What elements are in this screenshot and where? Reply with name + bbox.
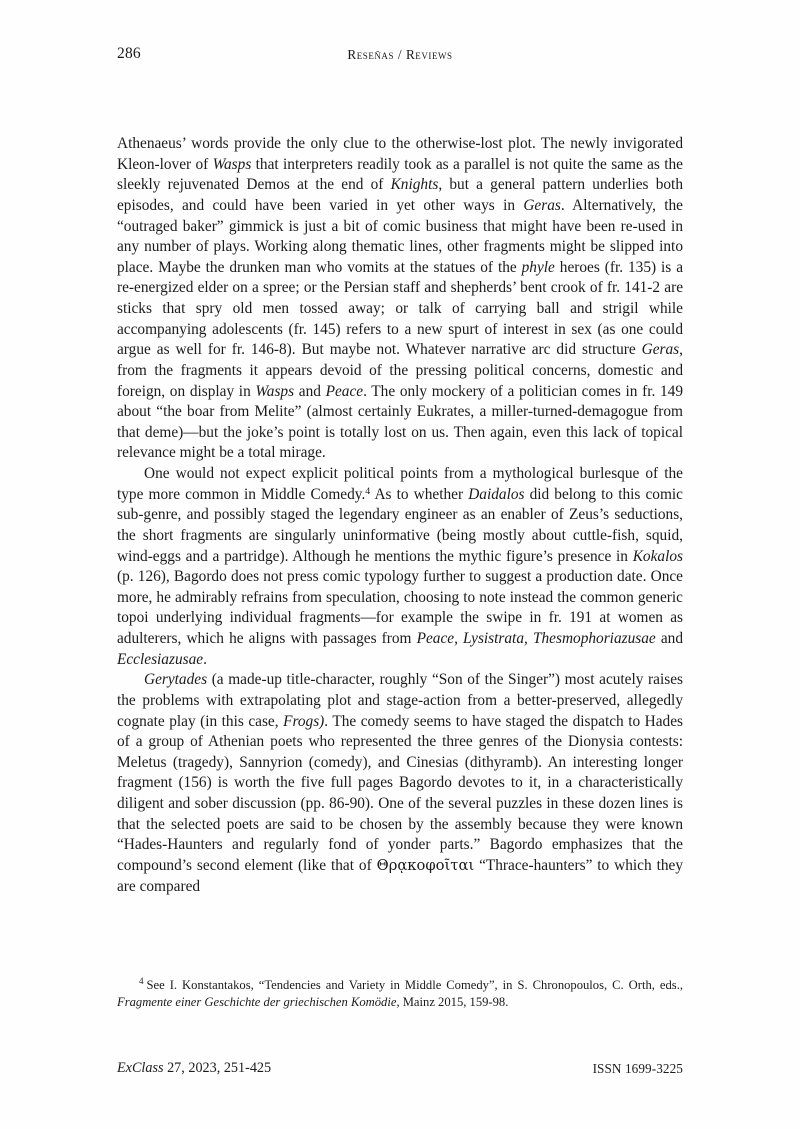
footnote-body (117, 978, 683, 1009)
text-run: . Alternatively, the “outraged baker” gimmick is just a bit of comic business that might have been re-used in any number of plays. Working along thematic lines, other fragments might be slipped into place. Maybe the drunken man who vomits at the statues of the (117, 196, 683, 276)
text-run: Athenaeus’ words provide the only clue to the otherwise-lost plot. The newly invigorated Kleon-lover of (117, 135, 683, 173)
text-run: (p. 126), Bagordo does not press comic typology further to suggest a production date. Once more, he admirably refrains from speculation, choosing to note instead the common generic topoi underlying individual fragments—for example the swipe in fr. 191 at women as adulterers, which he aligns with passages from (117, 568, 683, 647)
issn: ISSN 1699-3225 (592, 1061, 683, 1076)
text-run: . The only mockery of a politician comes in fr. 149 about “the boar from Melite” (almost certainly Eukrates, a miller-turned-demagogue from that deme)—but the joke’s point is totally lost on us. Then again, even this lack of topical relevance might be a total mirage. (117, 382, 684, 462)
journal-title: ExClass (117, 1060, 164, 1076)
footnote-reference: 4 (365, 485, 371, 497)
page-footer (117, 1060, 683, 1080)
text-run: (a made-up title-character, roughly “Son of the Singer”) most acutely raises the problems with extrapolating plot and stage-action from a better-preserved, allegedly cognate play (in this case, (117, 671, 683, 730)
italic-title: Geras (523, 196, 561, 214)
greek-text: Θρᾳκοφοῖται (376, 856, 475, 874)
text-run: did belong to this comic sub-genre, and possibly staged the legendary engineer as an enabler of Zeus’s seductions, the short fragments are singularly uninformative (being mostly about cuttle-fish, squid, wind-eggs and a partridge). Although he mentions the mythic figure’s presence in (117, 485, 683, 565)
text-run: , from the fragments it appears devoid of the pressing political concerns, domestic and foreign, on display in (117, 341, 683, 400)
italic-title: Peace, Lysistrata, Thesmophoriazusae (416, 630, 656, 647)
page-number: 286 (117, 45, 141, 62)
text-run: . The comedy seems to have staged the dispatch to Hades of a group of Athenian poets who represented the three genres of the Dionysia contests: Meletus (tragedy), Sannyrion (comedy), and Cinesias (dithyramb). An interesting longer fragment (156) is worth the five full pages Bagordo devotes to it, in a characteristically diligent and sober discussion (pp. 86-90). One of the several puzzles in these dozen lines is that the selected poets are said to be chosen by the assembly because they were known “Hades-Haunters and regularly fond of yonder parts.” Bagordo emphasizes that the compound’s second element (like that of (117, 712, 683, 874)
italic-title: Wasps (255, 382, 295, 400)
running-head-title: Reseñas / Reviews (347, 47, 453, 62)
text-run: , Mainz 2015, 159-98. (396, 995, 509, 1010)
italic-title: Peace (325, 382, 364, 400)
footer-citation (117, 1060, 271, 1077)
text-run: . (203, 650, 207, 668)
italic-title: Kokalos (632, 547, 683, 565)
text-run: that interpreters readily took as a parallel is not quite the same as the sleekly rejuvenated Demos at the end of (117, 155, 683, 194)
footnote-area (117, 977, 683, 1012)
journal-issue: 27, 2023, 251-425 (163, 1060, 272, 1076)
paragraph-1 (117, 134, 683, 464)
italic-title: Frogs) (283, 712, 325, 730)
italic-title: Wasps (212, 155, 252, 173)
text-run: , but a general pattern underlies both episodes, and could have been varied in yet other ways in (117, 176, 683, 214)
text-run: “Thrace-haunters” to which they are compared (117, 856, 683, 895)
paragraph-2 (117, 464, 683, 670)
paragraph-3 (117, 670, 683, 897)
italic-title: Ecclesiazusae (117, 650, 204, 668)
italic-title: Fragmente einer Geschichte der griechischen Komödie (117, 995, 397, 1010)
running-head (117, 45, 683, 67)
italic-title: Geras (641, 341, 680, 359)
text-run: See I. Konstantakos, “Tendencies and Variety in Middle Comedy”, in S. Chronopoulos, C. Orth, eds., (146, 978, 683, 992)
text-run: One would not expect explicit political points from a mythological burlesque of the type more common in Middle Comedy. (117, 465, 683, 503)
text-run: and (294, 382, 326, 400)
footnote-4 (117, 977, 683, 1012)
italic-title: Daidalos (468, 485, 525, 503)
italic-title: Gerytades (144, 671, 208, 689)
footnote-number: 4 (139, 976, 144, 987)
italic-title: Knights (390, 176, 439, 194)
body-text (117, 134, 683, 897)
italic-title: phyle (521, 258, 555, 276)
text-run: heroes (fr. 135) is a re-energized elder on a spree; or the Persian staff and shepherds’ bent crook of fr. 141-2 are sticks that spry old men tossed away; or talk of carrying ball and strigil while accompanying adolescents (fr. 145) refers to a new spurt of interest in sex (as one could argue as well for fr. 146-8). But maybe not. Whatever narrative arc did structure (117, 258, 683, 359)
text-run: and (655, 630, 683, 647)
text-run: As to whether (370, 485, 469, 503)
